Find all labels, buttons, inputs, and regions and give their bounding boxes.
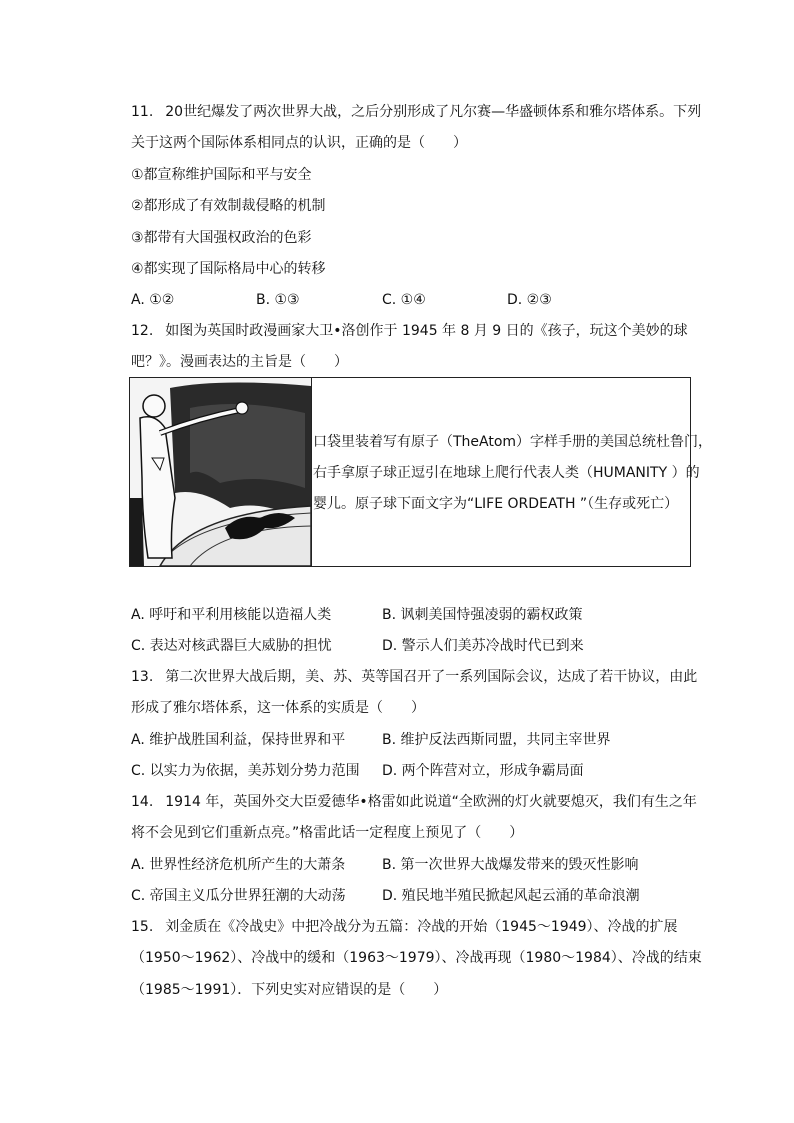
q12-option-b[interactable]: B. 讽刺美国恃强凌弱的霸权政策 [382, 607, 583, 623]
q13-option-a[interactable]: A. 维护战胜国利益，保持世界和平 [131, 732, 346, 748]
cartoon-image [130, 378, 312, 566]
q11-item-4: ④都实现了国际格局中心的转移 [131, 261, 326, 277]
q14-option-a[interactable]: A. 世界性经济危机所产生的大萧条 [131, 857, 346, 873]
q11-line1 [131, 102, 701, 122]
q12-line1 [131, 321, 688, 341]
q13-number: 13. [131, 669, 154, 685]
q11-line2: 关于这两个国际体系相同点的认识，正确的是（ ） [131, 135, 467, 151]
q11-option-c[interactable]: C. ①④ [382, 292, 426, 308]
q11-option-b[interactable]: B. ①③ [256, 292, 300, 308]
q12-stem-1: 如图为英国时政漫画家大卫•洛创作于 1945 年 8 月 9 日的《孩子，玩这个美妙的球 [165, 323, 688, 339]
q12-line2: 吧？》。漫画表达的主旨是（ ） [131, 354, 348, 370]
q15-line2: （1950～1962）、冷战中的缓和（1963～1979）、冷战再现（1980～1984）、冷战的结束 [131, 950, 702, 966]
cartoon-illustration [130, 378, 311, 566]
q13-option-b[interactable]: B. 维护反法西斯同盟，共同主宰世界 [382, 732, 611, 748]
q14-option-b[interactable]: B. 第一次世界大战爆发带来的毁灭性影响 [382, 857, 639, 873]
q12-option-c[interactable]: C. 表达对核武器巨大威胁的担忧 [131, 638, 332, 654]
q14-line1 [131, 792, 697, 812]
q14-line2: 将不会见到它们重新点亮。”格雷此话一定程度上预见了（ ） [131, 825, 524, 841]
q15-number: 15. [131, 919, 154, 935]
q11-item-3: ③都带有大国强权政治的色彩 [131, 230, 312, 246]
q15-stem-1: 刘金质在《冷战史》中把冷战分为五篇：冷战的开始（1945～1949）、冷战的扩展 [165, 919, 678, 935]
q13-line2: 形成了雅尔塔体系，这一体系的实质是（ ） [131, 700, 425, 716]
cartoon-caption-3: 婴儿。原子球下面文字为“LIFE ORDEATH ”（生存或死亡） [313, 496, 679, 512]
q13-option-c[interactable]: C. 以实力为依据，美苏划分势力范围 [131, 763, 360, 779]
q14-option-c[interactable]: C. 帝国主义瓜分世界狂潮的大动荡 [131, 888, 346, 904]
q13-stem-1: 第二次世界大战后期，美、苏、英等国召开了一系列国际会议，达成了若干协议，由此 [165, 669, 698, 685]
q15-line1 [131, 917, 678, 937]
cartoon-caption-1: 口袋里装着写有原子（TheAtom）字样手册的美国总统杜鲁门， [313, 434, 713, 450]
q15-line3: （1985～1991）．下列史实对应错误的是（ ） [131, 982, 448, 998]
q13-line1 [131, 667, 697, 687]
q14-stem-1: 1914 年，英国外交大臣爱德华•格雷如此说道“全欧洲的灯火就要熄灭，我们有生之年 [165, 794, 697, 810]
q11-item-1: ①都宣称维护国际和平与安全 [131, 167, 312, 183]
q13-option-d[interactable]: D. 两个阵营对立，形成争霸局面 [382, 763, 584, 779]
q11-number: 11. [131, 104, 154, 120]
q11-option-a[interactable]: A. ①② [131, 292, 175, 308]
q14-option-d[interactable]: D. 殖民地半殖民掀起风起云涌的革命浪潮 [382, 888, 640, 904]
q11-stem-1: 20世纪爆发了两次世界大战，之后分别形成了凡尔赛—华盛顿体系和雅尔塔体系。下列 [165, 104, 702, 120]
cartoon-table [129, 377, 713, 567]
q11-option-d[interactable]: D. ②③ [507, 292, 552, 308]
q12-option-a[interactable]: A. 呼吁和平利用核能以造福人类 [131, 607, 332, 623]
q12-option-d[interactable]: D. 警示人们美苏冷战时代已到来 [382, 638, 584, 654]
q11-item-2: ②都形成了有效制裁侵略的机制 [131, 198, 326, 214]
q12-number: 12. [131, 323, 154, 339]
q14-number: 14. [131, 794, 154, 810]
cartoon-caption-2: 右手拿原子球正逗引在地球上爬行代表人类（HUMANITY ）的 [313, 465, 700, 481]
